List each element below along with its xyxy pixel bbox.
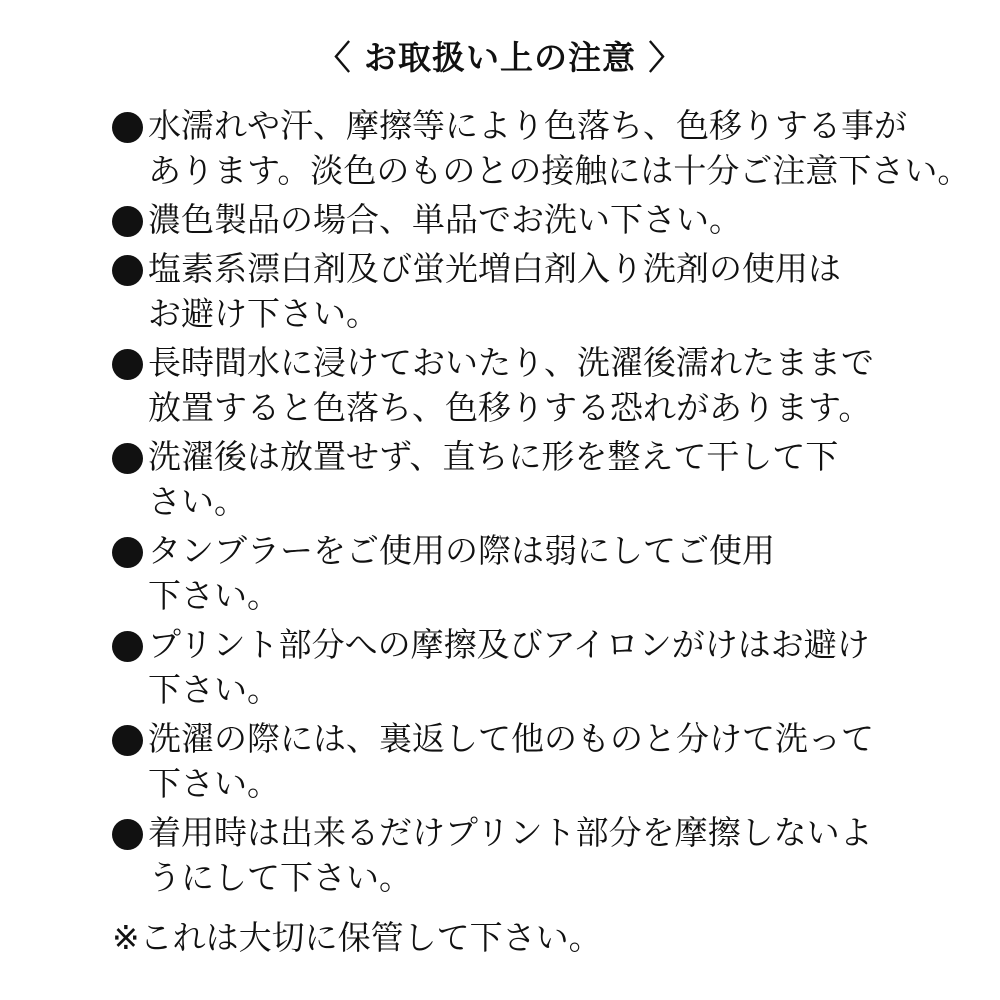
- bullet-icon: [112, 819, 143, 850]
- list-item: [112, 340, 972, 430]
- list-item: [112, 810, 972, 900]
- item-text-line: 洗濯後は放置せず、直ちに形を整えて干して下: [148, 437, 839, 476]
- item-text-line: 着用時は出来るだけプリント部分を摩擦しないよ: [148, 813, 873, 852]
- bullet-icon: [112, 112, 143, 143]
- bullet-icon: [112, 443, 143, 474]
- bullet-icon: [112, 537, 143, 568]
- list-item: [112, 103, 972, 193]
- list-item: [112, 246, 972, 336]
- item-text-line: 水濡れや汗、摩擦等により色落ち、色移りする事が: [148, 106, 907, 145]
- list-item: [112, 434, 972, 524]
- item-text-line: 下さい。: [148, 576, 280, 615]
- item-text-line: 濃色製品の場合、単品でお洗い下さい。: [148, 200, 742, 239]
- item-text-line: 放置すると色落ち、色移りする恐れがあります。: [148, 388, 872, 427]
- item-text-line: 塩素系漂白剤及び蛍光増白剤入り洗剤の使用は: [148, 249, 841, 288]
- storage-note: ※これは大切に保管して下さい。: [112, 918, 602, 957]
- item-text-line: タンブラーをご使用の際は弱にしてご使用: [148, 531, 775, 570]
- bullet-icon: [112, 255, 143, 286]
- item-text-line: 下さい。: [148, 764, 280, 803]
- item-text-line: 洗濯の際には、裏返して他のものと分けて洗って: [148, 719, 874, 758]
- item-text-line: あります。淡色のものとの接触には十分ご注意下さい。: [148, 151, 971, 190]
- list-item: [112, 528, 972, 618]
- bullet-icon: [112, 631, 143, 662]
- item-text-line: うにして下さい。: [148, 858, 412, 897]
- list-item: [112, 716, 972, 806]
- page-title: 〈 お取扱い上の注意 〉: [317, 38, 683, 77]
- bullet-icon: [112, 206, 143, 237]
- item-text-line: 下さい。: [148, 670, 280, 709]
- item-text-line: プリント部分への摩擦及びアイロンがけはお避け: [148, 625, 870, 664]
- bullet-icon: [112, 725, 143, 756]
- list-item: [112, 197, 972, 242]
- caution-list: [112, 103, 972, 904]
- item-text-line: さい。: [148, 482, 247, 521]
- item-text-line: お避け下さい。: [148, 294, 379, 333]
- item-text-line: 長時間水に浸けておいたり、洗濯後濡れたままで: [148, 343, 874, 382]
- list-item: [112, 622, 972, 712]
- bullet-icon: [112, 349, 143, 380]
